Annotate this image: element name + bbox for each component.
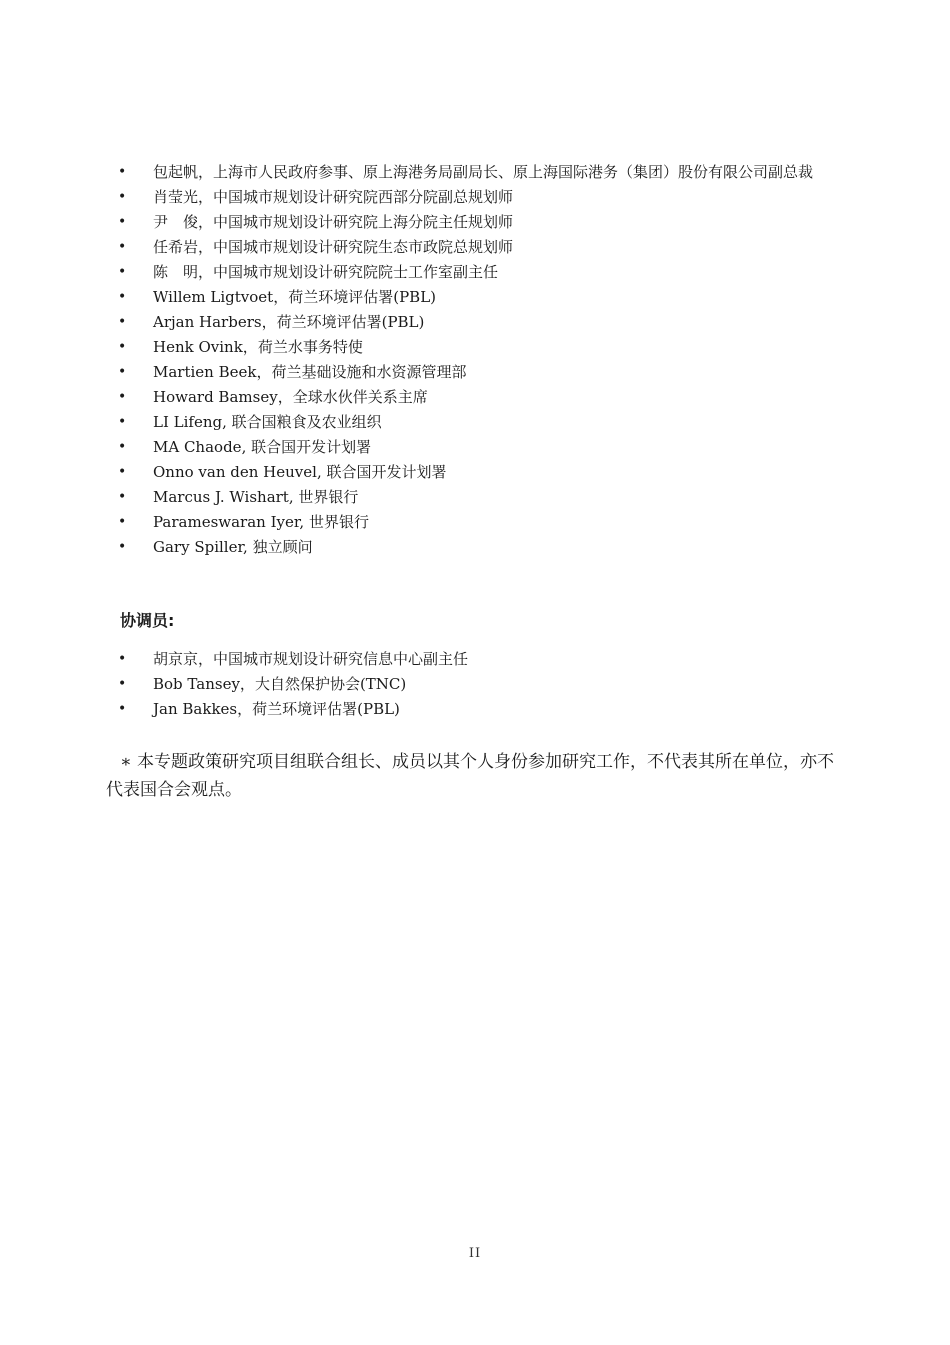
- bullet-icon: •: [118, 651, 127, 667]
- member-item: [118, 510, 848, 535]
- person-affiliation: 世界银行: [308, 513, 369, 531]
- person-name: Henk Ovink: [153, 338, 243, 356]
- member-item: [118, 260, 848, 285]
- bullet-icon: •: [118, 464, 127, 480]
- person-affiliation: 中国城市规划设计研究院西部分院副总规划师: [213, 188, 514, 206]
- separator: ,: [288, 488, 299, 506]
- members-list: [118, 160, 848, 560]
- person-affiliation: 荷兰环境评估署(PBL): [252, 700, 400, 718]
- person-affiliation: 荷兰基础设施和水资源管理部: [271, 363, 467, 381]
- member-item: [118, 460, 848, 485]
- separator: ,: [299, 513, 309, 531]
- separator: ，: [198, 263, 214, 281]
- member-item: [118, 285, 848, 310]
- person-name: Martien Beek: [153, 363, 257, 381]
- bullet-icon: •: [118, 439, 127, 455]
- person-affiliation: 荷兰环境评估署(PBL): [276, 313, 425, 331]
- bullet-icon: •: [118, 539, 127, 555]
- person-affiliation: 联合国开发计划署: [251, 438, 372, 456]
- separator: ，: [198, 238, 214, 256]
- member-item: [118, 310, 848, 335]
- page-number: II: [468, 1246, 482, 1261]
- coordinator-item: [118, 697, 848, 722]
- person-name: 肖莹光: [153, 188, 199, 206]
- bullet-icon: •: [118, 676, 127, 692]
- person-name: Willem Ligtvoet: [153, 288, 274, 306]
- person-affiliation: 中国城市规划设计研究院生态市政院总规划师: [213, 238, 514, 256]
- member-item: [118, 185, 848, 210]
- member-item: [118, 160, 848, 185]
- member-item: [118, 235, 848, 260]
- person-name: Jan Bakkes: [153, 700, 238, 718]
- bullet-icon: •: [118, 514, 127, 530]
- member-item: [118, 485, 848, 510]
- separator: ,: [316, 463, 327, 481]
- person-affiliation: 世界银行: [298, 488, 359, 506]
- bullet-icon: •: [118, 214, 127, 230]
- separator: ，: [198, 650, 214, 668]
- separator: ，: [242, 338, 258, 356]
- person-name: Onno van den Heuvel: [153, 463, 317, 481]
- bullet-icon: •: [118, 489, 127, 505]
- bullet-icon: •: [118, 339, 127, 355]
- person-affiliation: 荷兰环境评估署(PBL): [288, 288, 437, 306]
- disclaimer-note: ∗ 本专题政策研究项目组联合组长、成员以其个人身份参加研究工作，不代表其所在单位，亦不代表国合会观点。: [106, 752, 834, 800]
- person-name: 任希岩: [153, 238, 199, 256]
- person-name: Bob Tansey: [153, 675, 240, 693]
- separator: ，: [277, 388, 293, 406]
- member-item: [118, 210, 848, 235]
- separator: ，: [256, 363, 272, 381]
- bullet-icon: •: [118, 364, 127, 380]
- person-name: 尹 俊: [153, 213, 199, 231]
- member-item: [118, 410, 848, 435]
- bullet-icon: •: [118, 701, 127, 717]
- bullet-icon: •: [118, 239, 127, 255]
- member-item: [118, 535, 848, 560]
- person-affiliation: 联合国粮食及农业组织: [231, 413, 382, 431]
- person-affiliation: 上海市人民政府参事、原上海港务局副局长、原上海国际港务（集团）股份有限公司副总裁: [213, 163, 814, 181]
- separator: ，: [198, 188, 214, 206]
- person-affiliation: 荷兰水事务特使: [257, 338, 363, 356]
- coordinators-list: [118, 647, 848, 722]
- separator: ，: [273, 288, 289, 306]
- person-affiliation: 独立顾问: [252, 538, 313, 556]
- separator: ,: [222, 413, 232, 431]
- separator: ，: [239, 675, 255, 693]
- person-name: LI Lifeng: [153, 413, 223, 431]
- member-item: [118, 335, 848, 360]
- person-affiliation: 大自然保护协会(TNC): [254, 675, 407, 693]
- person-name: 陈 明: [153, 263, 199, 281]
- person-affiliation: 全球水伙伴关系主席: [292, 388, 428, 406]
- member-item: [118, 360, 848, 385]
- separator: ,: [243, 538, 253, 556]
- bullet-icon: •: [118, 164, 127, 180]
- coordinators-heading: 协调员:: [120, 611, 175, 630]
- person-name: Parameswaran Iyer: [153, 513, 300, 531]
- coordinator-item: [118, 647, 848, 672]
- separator: ,: [241, 438, 252, 456]
- person-affiliation: 联合国开发计划署: [326, 463, 447, 481]
- person-name: Howard Bamsey: [153, 388, 278, 406]
- bullet-icon: •: [118, 289, 127, 305]
- coordinator-item: [118, 672, 848, 697]
- separator: ，: [198, 213, 214, 231]
- person-affiliation: 中国城市规划设计研究院院士工作室副主任: [213, 263, 499, 281]
- person-name: MA Chaode: [153, 438, 242, 456]
- bullet-icon: •: [118, 264, 127, 280]
- person-name: 包起帆: [153, 163, 199, 181]
- person-name: Marcus J. Wishart: [153, 488, 289, 506]
- bullet-icon: •: [118, 389, 127, 405]
- separator: ，: [198, 163, 214, 181]
- person-name: Arjan Harbers: [153, 313, 262, 331]
- person-name: Gary Spiller: [153, 538, 244, 556]
- bullet-icon: •: [118, 414, 127, 430]
- person-affiliation: 中国城市规划设计研究院上海分院主任规划师: [213, 213, 514, 231]
- separator: ，: [261, 313, 277, 331]
- separator: ，: [237, 700, 253, 718]
- person-name: 胡京京: [153, 650, 199, 668]
- member-item: [118, 385, 848, 410]
- member-item: [118, 435, 848, 460]
- bullet-icon: •: [118, 314, 127, 330]
- bullet-icon: •: [118, 189, 127, 205]
- person-affiliation: 中国城市规划设计研究信息中心副主任: [213, 650, 469, 668]
